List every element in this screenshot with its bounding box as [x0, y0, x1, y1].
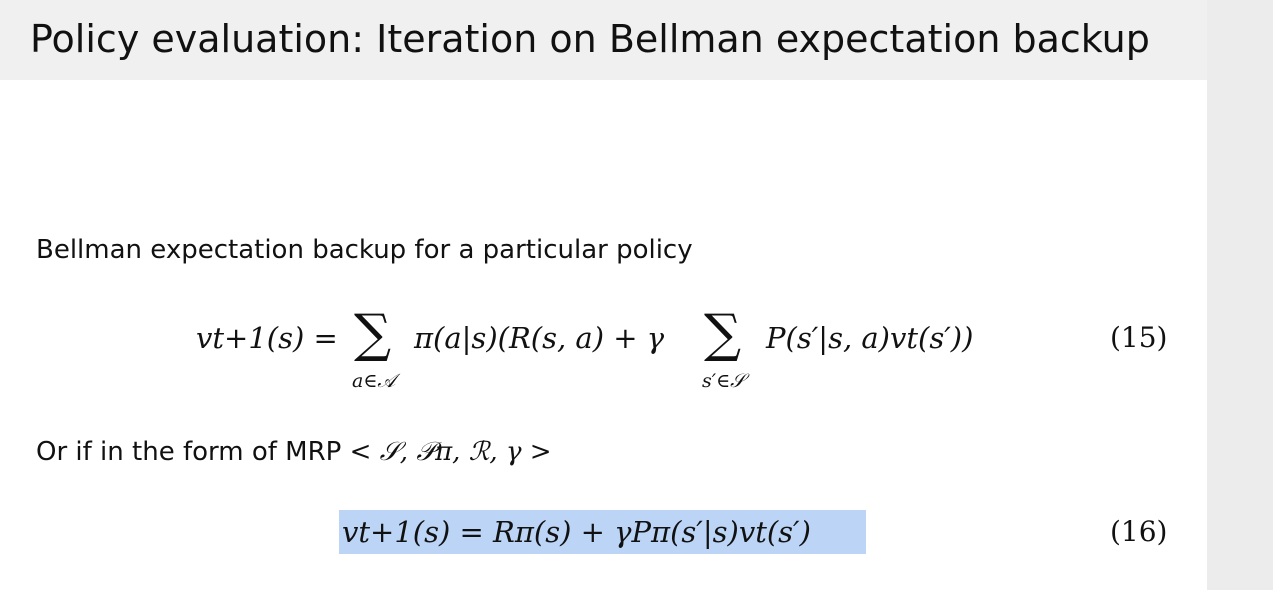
slide-title: Policy evaluation: Iteration on Bellman expectation backup: [30, 17, 1150, 61]
eq15-sum-symbol: ∑: [354, 304, 392, 364]
eq15-inner-sum-subscript: s′∈𝒮: [702, 370, 745, 392]
title-bar: [0, 0, 1207, 80]
eq15-lhs: vt+1(s) =: [196, 321, 338, 355]
mrp-line: [36, 435, 552, 469]
eq15-rhs: P(s′|s, a)vt(s′)): [766, 321, 974, 355]
eq15-number: (15): [1110, 321, 1168, 354]
eq16-number: (16): [1110, 515, 1168, 548]
equation-16: vt+1(s) = Rπ(s) + γPπ(s′|s)vt(s′): [342, 515, 811, 549]
eq15-policy-term: π(a|s)(R(s, a) + γ: [414, 321, 665, 355]
eq15-sum-subscript: a∈𝒜: [352, 370, 396, 392]
eq15-inner-sum-symbol: ∑: [704, 304, 742, 364]
mrp-text: Or if in the form of MRP: [36, 437, 342, 467]
side-scroll-strip: [1207, 0, 1273, 590]
mrp-tuple: < 𝒮, 𝒫π, ℛ, γ >: [349, 437, 552, 467]
intro-text: Bellman expectation backup for a particular policy: [36, 235, 693, 265]
